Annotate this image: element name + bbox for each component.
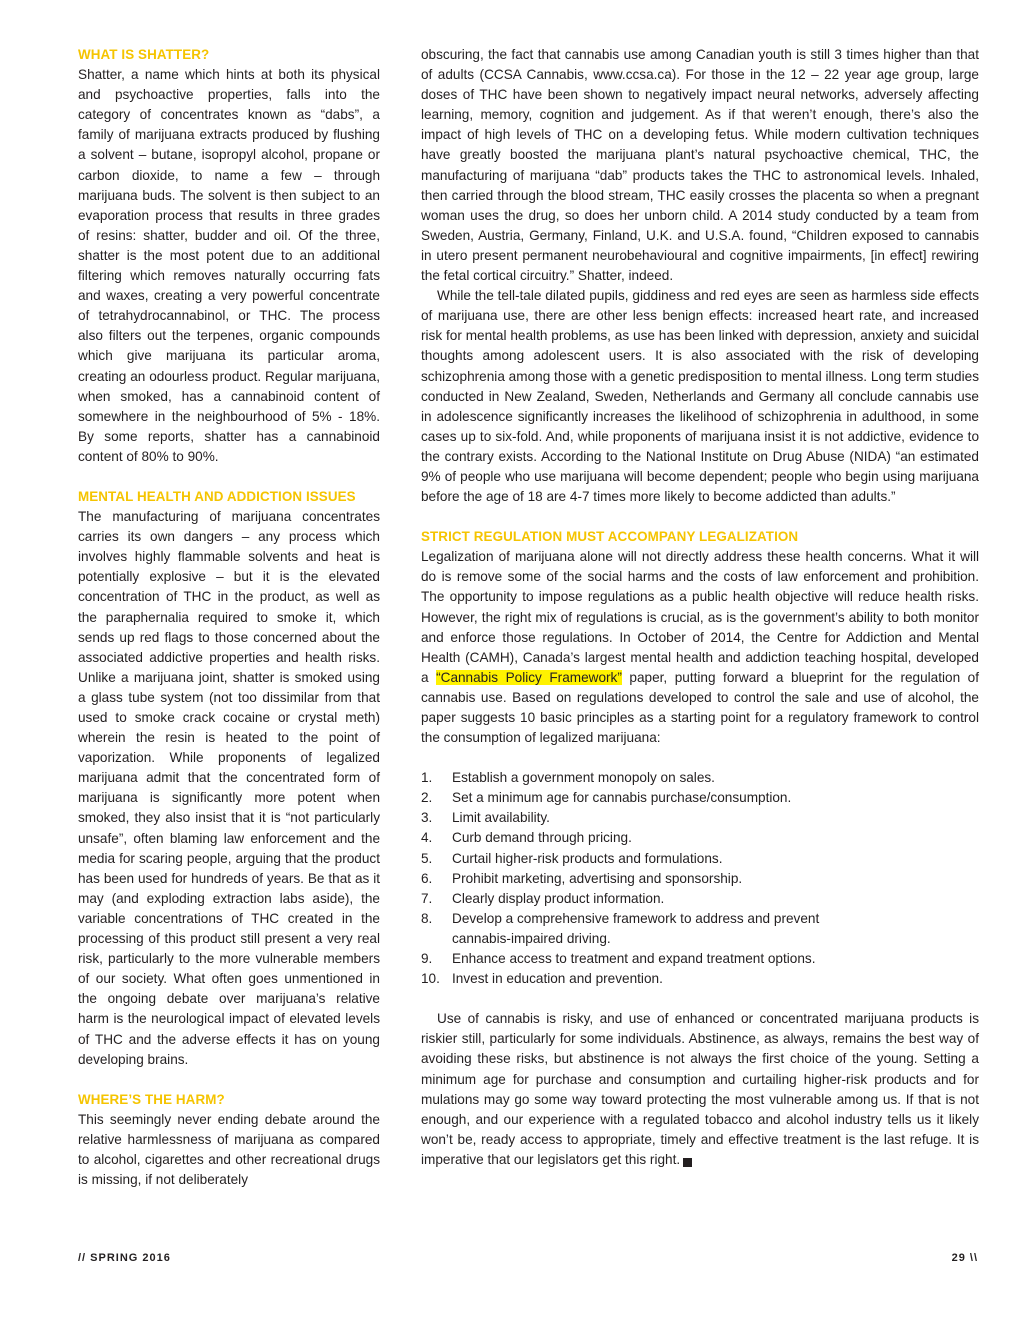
list-item-number: 10. xyxy=(421,971,440,987)
highlighted-framework-title: “Cannabis Policy Framework” xyxy=(436,669,622,685)
left-column xyxy=(78,45,380,1190)
list-item xyxy=(421,768,979,788)
section-heading-wheres-the-harm: WHERE’S THE HARM? xyxy=(78,1091,225,1107)
footer-page-number: 29 \\ xyxy=(951,1252,978,1264)
list-item-text: Prohibit marketing, advertising and sponsorship. xyxy=(452,870,743,886)
list-item-number: 1. xyxy=(421,770,433,786)
regulation-text-after: paper, putting forward a blueprint for the regulation of cannabis use. Based on regulations developed to control the sale and use of alcohol, the paper suggests 10 basic principles as a starting point for a regulatory framework to control the consumption of legalized marijuana: xyxy=(421,669,980,746)
list-item-text: Enhance access to treatment and expand treatment options. xyxy=(452,951,816,967)
list-item xyxy=(421,808,979,828)
list-item-text: Establish a government monopoly on sales. xyxy=(452,770,715,786)
list-item-number: 8. xyxy=(421,910,433,926)
principles-list xyxy=(421,768,979,989)
footer-issue: // SPRING 2016 xyxy=(78,1252,171,1264)
list-item-text: Develop a comprehensive framework to address and prevent cannabis-impaired driving. xyxy=(452,910,820,946)
closing-text: Use of cannabis is risky, and use of enhanced or concentrated marijuana products is riskier still, particularly for some individuals. Abstinence, as always, remains the best way of avoiding these risks, but abstinence is not always the first choice of the young. Setting a minimum age for purchase and consumption and curtailing higher-risk products and for mulations may go some way toward protecting the most vulnerable among us. If that is not enough, and our experience with a regulated tobacco and alcohol industry tells us it likely won’t be, ready access to appropriate, timely and effective treatment is the last refuge. It is imperative that our legislators get this right. xyxy=(421,1011,979,1167)
end-of-article-mark: P xyxy=(683,1158,692,1167)
list-item-number: 6. xyxy=(421,870,433,886)
list-item-text: Curb demand through pricing. xyxy=(452,830,632,846)
list-item-number: 5. xyxy=(421,850,433,866)
list-item-text: Invest in education and prevention. xyxy=(452,971,663,987)
list-item-number: 2. xyxy=(421,790,433,806)
list-item-text: Limit availability. xyxy=(452,810,550,826)
right-column xyxy=(421,45,979,1170)
list-item-text: Curtail higher-risk products and formulations. xyxy=(452,850,723,866)
list-item xyxy=(421,949,979,969)
list-item xyxy=(421,828,979,848)
section-heading-what-is-shatter: WHAT IS SHATTER? xyxy=(78,47,210,62)
section-heading-mental-health: MENTAL HEALTH AND ADDICTION ISSUES xyxy=(78,488,356,504)
list-item-number: 9. xyxy=(421,951,433,967)
paragraph-closing xyxy=(421,1009,979,1170)
paragraph-mental-health: The manufacturing of marijuana concentrates carries its own dangers – any process which involves highly flammable solvents and heat is potentially explosive – but it is the elevated concentration of THC in the product, as well as the paraphernalia required to smoke it, which sends up red flags to those concerned about the associated addictive properties and health risks. Unlike a marijuana joint, shatter is smoked using a glass tube system (not too dissimilar from that used to smoke crack cocaine or crystal meth) wherein the resin is heated to the point of vaporization. While proponents of legalized marijuana admit that the concentrated form of marijuana is significantly more potent when smoked, they also insist that it is “not particularly unsafe”, often blaming law enforcement and the media for scaring people, arguing that the product has been used for hundreds of years. Be that as it may (and exploding extraction labs aside), the variable concentrations of THC created in the processing of this product still present a very real risk, particularly to the more vulnerable members of our society. What often goes unmentioned in the ongoing debate over marijuana’s relative harm is the neurological impact of elevated levels of THC and the adverse effects it has on young developing brains. xyxy=(78,509,380,1067)
paragraph-regulation xyxy=(421,547,979,748)
list-item xyxy=(421,869,979,889)
list-item xyxy=(421,969,979,989)
list-item-number: 7. xyxy=(421,890,433,906)
list-item xyxy=(421,788,979,808)
list-item-number: 3. xyxy=(421,810,433,826)
paragraph-wheres-the-harm: This seemingly never ending debate around the relative harmlessness of marijuana as compared to alcohol, cigarettes and other recreational drugs is missing, if not deliberately xyxy=(78,1111,380,1188)
list-item xyxy=(421,909,979,949)
list-item-number: 4. xyxy=(421,830,433,846)
list-item xyxy=(421,849,979,869)
list-item-text: Set a minimum age for cannabis purchase/consumption. xyxy=(452,790,792,806)
paragraph-continued: obscuring, the fact that cannabis use among Canadian youth is still 3 times higher than that of adults (CCSA Cannabis, www.ccsa.ca). For those in the 12 – 22 year age group, large doses of THC have been shown to negatively impact neural networks, adversely affecting learning, memory, cognition and judgement. As if that weren’t enough, there’s also the impact of high levels of THC on a developing fetus. While modern cultivation techniques have greatly boosted the marijuana plant’s natural psychoactive chemical, THC, the manufacturing of marijuana “dab” products takes the THC to astronomical levels. Inhaled, then carried through the blood stream, THC easily crosses the placenta so when a pregnant woman uses the drug, so does her unborn child. A 2014 study conducted by a team from Sweden, Austria, Germany, Finland, U.K. and U.S.A. found, “Children exposed to cannabis in utero present permanent neurobehavioural and cognitive impairments, [in effect] rewiring the fetal cortical circuitry.” Shatter, indeed. xyxy=(421,47,979,284)
paragraph-side-effects: While the tell-tale dilated pupils, giddiness and red eyes are seen as harmless side effects of marijuana use, there are other less benign effects: increased heart rate, and increased risk for mental health problems, as use has been linked with depression, anxiety and suicidal thoughts among adolescent users. It is also associated with the risk of developing schizophrenia among those with a genetic predisposition to mental illness. Long term studies conducted in New Zealand, Sweden, Netherlands and Germany all conclude cannabis use in adolescence significantly increases the likelihood of schizophrenia in adulthood, in some cases up to six-fold. And, while proponents of marijuana insist it is not addictive, evidence to the contrary exists. According to the National Institute on Drug Abuse (NIDA) “an estimated 9% of people who use marijuana will become dependent; people who begin using marijuana before the age of 18 are 4-7 times more likely to become addicted than adults.” xyxy=(421,288,979,505)
paragraph-what-is-shatter: Shatter, a name which hints at both its physical and psychoactive properties, falls into the category of concentrates known as “dabs”, a family of marijuana extracts produced by flushing a solvent – butane, isopropyl alcohol, propane or carbon dioxide, to name a few – through marijuana buds. The solvent is then subject to an evaporation process that results in three grades of resins: shatter, budder and oil. Of the three, shatter is the most potent due to an additional filtering which removes naturally occurring fats and waxes, creating a very powerful concentrate of tetrahydrocannabinol, or THC. The process also filters out the terpenes, organic compounds which give marijuana its particular aroma, creating an odourless product. Regular marijuana, when smoked, has a cannabinoid content of somewhere in the neighbourhood of 5% - 18%. By some reports, shatter has a cannabinoid content of 80% to 90%. xyxy=(78,67,380,464)
section-heading-strict-regulation: STRICT REGULATION MUST ACCOMPANY LEGALIZATION xyxy=(421,529,799,545)
list-item-text: Clearly display product information. xyxy=(452,890,665,906)
list-item xyxy=(421,889,979,909)
regulation-text-before: Legalization of marijuana alone will not directly address these health concerns. What it will do is remove some of the social harms and the costs of law enforcement and prohibition. The opportunity to impose regulations as a public health objective will reduce health risks. However, the right mix of regulations is crucial, as is the government’s ability to both monitor and enforce those regulations. In October of 2014, the Centre for Addiction and Mental Health (CAMH), Canada’s largest mental health and addiction teaching hospital, developed a xyxy=(421,549,979,685)
